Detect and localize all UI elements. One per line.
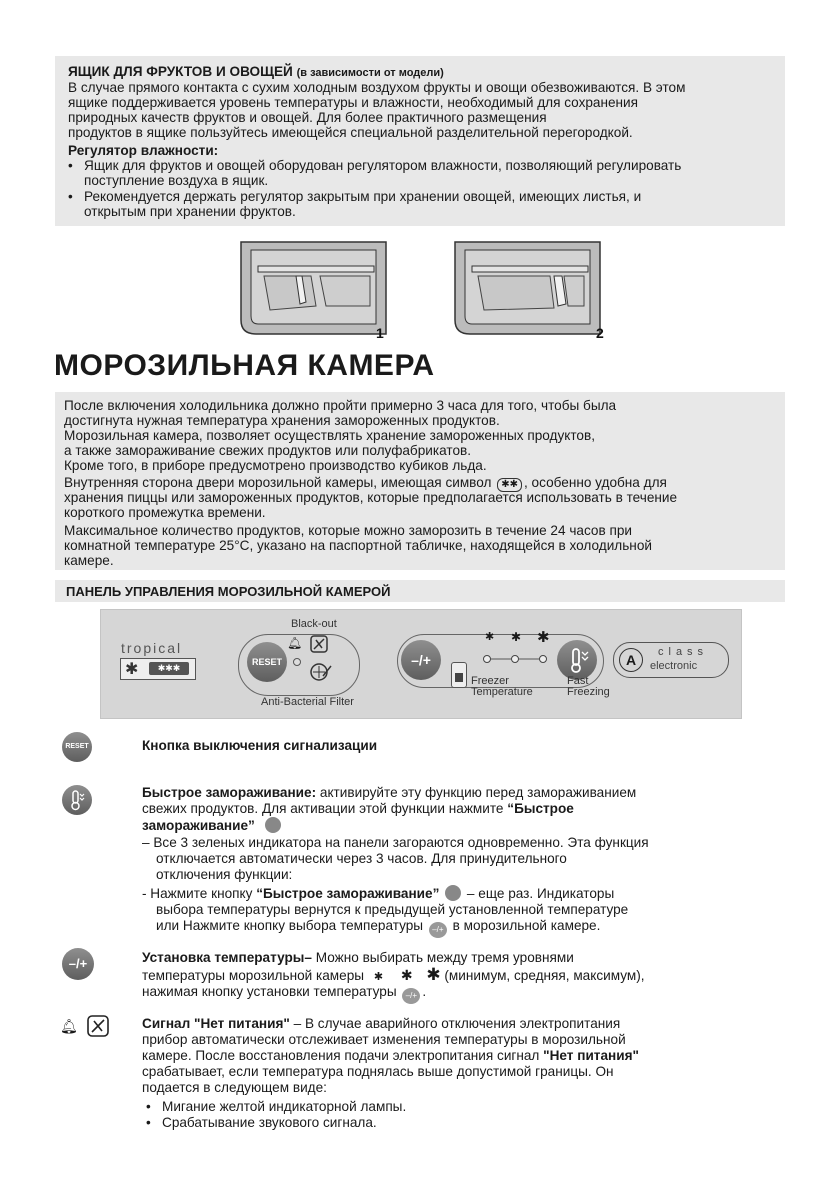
humidity-title: Регулятор влажности: (68, 143, 219, 158)
freezer-line-4: а также замораживание свежих продуктов или полуфабрикатов. (64, 443, 472, 458)
fast-freeze-line-2 (142, 801, 574, 817)
fast-freeze-inline-icon-2 (445, 885, 461, 901)
power-line-1 (142, 1016, 620, 1032)
fruit-line-2: ящике поддерживается уровень температуры и влажности, необходимый для сохранения (68, 95, 639, 110)
freezer-line-11: камере. (64, 553, 114, 568)
control-panel (100, 609, 742, 719)
power-bullet-1: Мигание желтой индикаторной лампы. (162, 1099, 407, 1114)
star-rating-box (120, 658, 196, 680)
freezer-line-8: короткого промежутка времени. (64, 505, 266, 520)
fruit-line-3: природных качеств фруктов и овощей. Для более практичного размещения (68, 110, 547, 125)
snowflake-icon: ✱ (125, 661, 139, 678)
panel-fast-freezing-button[interactable] (557, 640, 597, 680)
fruit-box-title-note: (в зависимости от модели) (296, 67, 444, 79)
fast-freeze-title: Быстрое замораживание: (142, 785, 317, 800)
temperature-icon: –/+ (62, 948, 94, 980)
temperature-indicator-leds (481, 654, 553, 664)
temperature-line-2-rest: (минимум, средняя, максимум), (444, 968, 645, 983)
freezer-label: Freezer (471, 675, 509, 687)
fast-freeze-dash2-line-1 (142, 885, 614, 902)
reset-icon: RESET (62, 732, 92, 762)
figure-label-1: 1 (376, 325, 384, 341)
freezer-line-1: После включения холодильника должно пройти примерно 3 часа для того, чтобы была (64, 398, 617, 413)
anti-bacterial-label: Anti-Bacterial Filter (261, 696, 354, 708)
star-indicator-max: ✱ (537, 629, 550, 646)
alarm-bell-icon: 🔔︎ (287, 636, 303, 650)
humidity-bullet-1-line-2: поступление воздуха в ящик. (84, 173, 269, 188)
anti-bacterial-icon (309, 662, 333, 682)
brand-label: tropical (121, 640, 183, 656)
panel-temperature-button[interactable]: –/+ (401, 640, 441, 680)
temperature-line-2 (142, 967, 645, 986)
drawer-illustration-2 (450, 236, 610, 342)
freezer-line-2: достигнута нужная температура хранения замороженных продуктов. (64, 413, 500, 428)
power-bullet-dot-2: • (146, 1115, 151, 1130)
freezer-line-9: Максимальное количество продуктов, которые можно заморозить в течение 24 часов при (64, 523, 632, 538)
bullet-dot-1: • (68, 158, 73, 173)
fast-freeze-line-1 (142, 785, 636, 801)
fast-freeze-dash2-line-3-rest: в морозильной камере. (448, 918, 601, 933)
freezer-line-6-rest: , особенно удобна для (524, 475, 667, 490)
fast-freeze-line-3 (142, 817, 281, 834)
star-max-icon: ✱ (426, 965, 441, 984)
fruit-line-4: продуктов в ящике пользуйтесь имеющейся специальной разделительной перегородкой. (68, 125, 633, 140)
fruit-box-title-text: ЯЩИК ДЛЯ ФРУКТОВ И ОВОЩЕЙ (68, 64, 293, 79)
power-line-1-text: – В случае аварийного отключения электропитания (289, 1016, 621, 1031)
temperature-line-3-rest: . (422, 984, 427, 999)
humidity-bullet-1-line-1: Ящик для фруктов и овощей оборудован регулятором влажности, позволяющий регулировать (84, 158, 682, 173)
power-title: Сигнал "Нет питания" (142, 1016, 290, 1031)
power-line-2: прибор автоматически отслеживает изменения температуры в морозильной (142, 1032, 626, 1047)
fast-freeze-dash1-line-2: отключается автоматически через 3 часов. Для принудительного (156, 851, 567, 866)
class-badge (613, 642, 729, 678)
star-indicator-min: ✱ (485, 631, 495, 643)
fruit-box-title (68, 64, 444, 82)
two-star-symbol: ✱✱ (497, 478, 522, 492)
fast-freeze-dash1-line-1: – Все 3 зеленых индикатора на панели загораются одновременно. Эта функция (142, 835, 649, 850)
freezer-heading: МОРОЗИЛЬНАЯ КАМЕРА (54, 349, 435, 382)
freezer-display-icon (451, 662, 467, 688)
freezing-label: Freezing (567, 686, 610, 698)
temp-inline-icon: –/+ (429, 922, 447, 938)
humidity-bullet-2-line-2: открытым при хранении фруктов. (84, 204, 296, 219)
power-bullet-dot-1: • (146, 1099, 151, 1114)
freezer-line-6-text: Внутренняя сторона двери морозильной камеры, имеющая символ (64, 475, 492, 490)
power-line-3 (142, 1048, 639, 1064)
fruit-line-1: В случае прямого контакта с сухим холодным воздухом фрукты и овощи обезвоживаются. В этом (68, 80, 686, 95)
alarm-bell-icon: 🔔︎ (60, 1018, 78, 1034)
temperature-line-3 (142, 984, 426, 1004)
temperature-line-1-text: Можно выбирать между тремя уровнями (311, 950, 574, 965)
fast-freeze-dash1-line-3: отключения функции: (156, 867, 293, 882)
class-word: class (658, 646, 709, 658)
humidity-bullet-2-line-1: Рекомендуется держать регулятор закрытым при хранении овощей, имеющих листья, и (84, 189, 642, 204)
fast-freeze-dash2-bold: “Быстрое замораживание” (256, 886, 440, 901)
fast-freeze-inline-icon (265, 817, 281, 833)
class-sub: electronic (650, 660, 698, 672)
temperature-line-3-text: нажимая кнопку установки температуры (142, 984, 397, 999)
power-line-4: срабатывает, если температура поднялась выше допустимой границы. Он (142, 1064, 614, 1079)
thermometer-icon (62, 785, 92, 815)
fast-freeze-dash2-line-3 (156, 918, 600, 938)
star-indicator-mid: ✱ (511, 630, 522, 644)
fast-label: Fast (567, 675, 589, 687)
fast-freeze-dash2-text-c: – еще раз. Индикаторы (463, 886, 615, 901)
freezer-line-3: Морозильная камера, позволяет осуществлять хранение замороженных продуктов, (64, 428, 595, 443)
panel-reset-button[interactable]: RESET (247, 642, 287, 682)
star-min-icon: ✱ (373, 971, 384, 983)
power-line-5: подается в следующем виде: (142, 1080, 327, 1095)
temperature-line-1 (142, 950, 574, 966)
figure-label-2: 2 (596, 325, 604, 341)
fast-freeze-line-3-bold: замораживание” (142, 818, 255, 833)
thermometer-icon (557, 640, 597, 680)
fast-freeze-dash2-line-3-text: или Нажмите кнопку выбора температуры (156, 918, 424, 933)
reset-title: Кнопка выключения сигнализации (142, 738, 378, 753)
class-letter-circle: A (619, 648, 643, 672)
control-panel-heading: ПАНЕЛЬ УПРАВЛЕНИЯ МОРОЗИЛЬНОЙ КАМЕРОЙ (66, 584, 391, 599)
power-line-3-bold: "Нет питания" (543, 1048, 639, 1063)
power-off-icon (86, 1014, 110, 1038)
black-out-label: Black-out (291, 618, 337, 630)
fast-freeze-line-2-text: свежих продуктов. Для активации этой функции нажмите (142, 801, 508, 816)
temperature-label: Temperature (471, 686, 533, 698)
fast-freeze-icon (62, 785, 92, 815)
power-bullet-2: Срабатывание звукового сигнала. (162, 1115, 377, 1130)
fast-freeze-dash2-text-a: - Нажмите кнопку (142, 886, 257, 901)
fast-freeze-line-1-text: активируйте эту функцию перед замораживанием (316, 785, 637, 800)
power-off-icon (309, 634, 329, 654)
bullet-dot-2: • (68, 189, 73, 204)
temperature-line-2-text: температуры морозильной камеры (142, 968, 365, 983)
fast-freeze-dash2-line-2: выбора температуры вернутся к предыдущей установленной температуре (156, 902, 629, 917)
star-mid-icon: ✱ (400, 967, 413, 983)
temp-inline-icon-2: –/+ (402, 988, 420, 1004)
power-line-3-text: камере. После восстановления подачи электропитания сигнал (142, 1048, 544, 1063)
three-star-badge: ✱✱✱ (149, 662, 189, 675)
freezer-line-10: комнатной температуре 25°С, указано на паспортной табличке, находящейся в холодильной (64, 538, 652, 553)
drawer-illustration-1 (236, 236, 396, 342)
freezer-display-fill (455, 673, 463, 682)
freezer-line-5: Кроме того, в приборе предусмотрено производство кубиков льда. (64, 458, 487, 473)
fast-freeze-line-2-bold: “Быстрое (507, 801, 574, 816)
temperature-title: Установка температуры– (142, 950, 312, 965)
freezer-line-7: хранения пиццы или замороженных продуктов, которые предполагается использовать в течение (64, 490, 678, 505)
indicator-dot-yellow (293, 658, 301, 666)
